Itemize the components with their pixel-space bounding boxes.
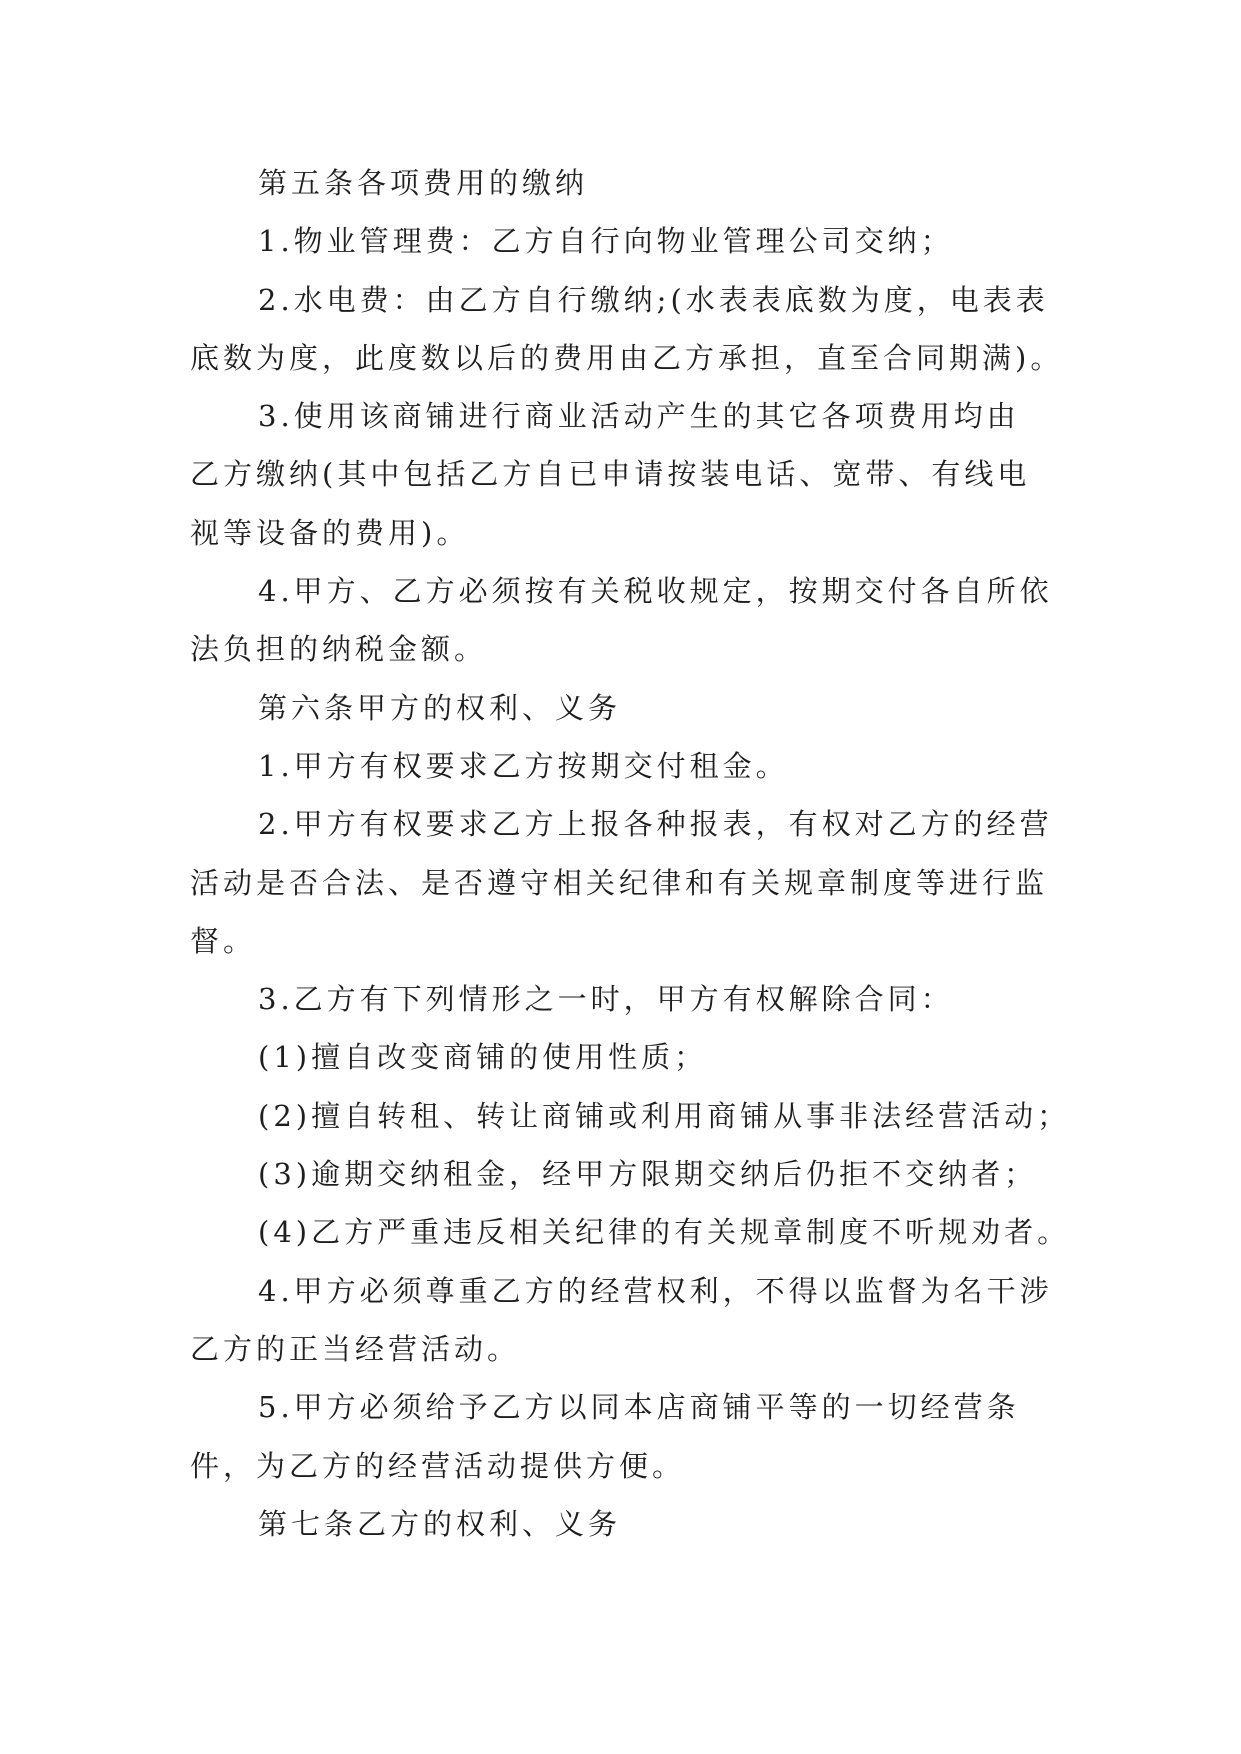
clause-paragraph [190,212,1190,270]
clause-paragraph [190,1262,1190,1379]
text-line: 底数为度，此度数以后的费用由乙方承担，直至合同期满)。 [190,340,1064,375]
text-line: 4.甲方、乙方必须按有关税收规定，按期交付各自所依 [258,574,1053,609]
text-line: 乙方的正当经营活动。 [190,1331,521,1366]
text-line: 3.使用该商铺进行商业活动产生的其它各项费用均由 [258,399,1020,434]
clause-paragraph [190,737,1190,795]
text-line: 第七条乙方的权利、义务 [258,1506,622,1541]
text-line: 视等设备的费用)。 [190,515,470,550]
article-heading [190,1495,1190,1553]
text-line: 法负担的纳税金额。 [190,632,488,667]
sub-item-paragraph [190,1087,1190,1145]
text-line: 3.乙方有下列情形之一时，甲方有权解除合同： [258,982,954,1017]
sub-item-paragraph [190,1028,1190,1086]
document-body [190,154,1190,1553]
article-heading [190,154,1190,212]
text-line: 5.甲方必须给予乙方以同本店商铺平等的一切经营条 [258,1390,1020,1425]
clause-paragraph [190,271,1190,388]
text-line: (3)逾期交纳租金，经甲方限期交纳后仍拒不交纳者； [258,1157,1038,1192]
clause-paragraph [190,562,1190,679]
sub-item-paragraph [190,1203,1190,1261]
text-line: 件，为乙方的经营活动提供方便。 [190,1448,686,1483]
text-line: 第五条各项费用的缴纳 [258,166,589,200]
text-line: 督。 [190,923,257,958]
text-line: (1)擅自改变商铺的使用性质； [258,1040,708,1075]
clause-paragraph [190,970,1190,1028]
text-line: 2.甲方有权要求乙方上报各种报表，有权对乙方的经营 [258,807,1053,842]
text-line: 1.甲方有权要求乙方按期交付租金。 [258,748,789,783]
clause-paragraph [190,1378,1190,1495]
text-line: (4)乙方严重违反相关纪律的有关规章制度不听规劝者。 [258,1215,1071,1250]
clause-paragraph [190,795,1190,970]
text-line: (2)擅自转租、转让商铺或利用商铺从事非法经营活动； [258,1098,1071,1133]
text-line: 1.物业管理费：乙方自行向物业管理公司交纳； [258,224,954,259]
sub-item-paragraph [190,1145,1190,1203]
article-heading [190,679,1190,737]
text-line: 第六条甲方的权利、义务 [258,690,622,725]
text-line: 乙方缴纳(其中包括乙方自已申请按装电话、宽带、有线电 [190,457,1031,492]
text-line: 2.水电费：由乙方自行缴纳;(水表表底数为度，电表表 [258,282,1049,317]
text-line: 4.甲方必须尊重乙方的经营权利，不得以监督为名干涉 [258,1273,1053,1308]
clause-paragraph [190,387,1190,562]
text-line: 活动是否合法、是否遵守相关纪律和有关规章制度等进行监 [190,865,1049,900]
